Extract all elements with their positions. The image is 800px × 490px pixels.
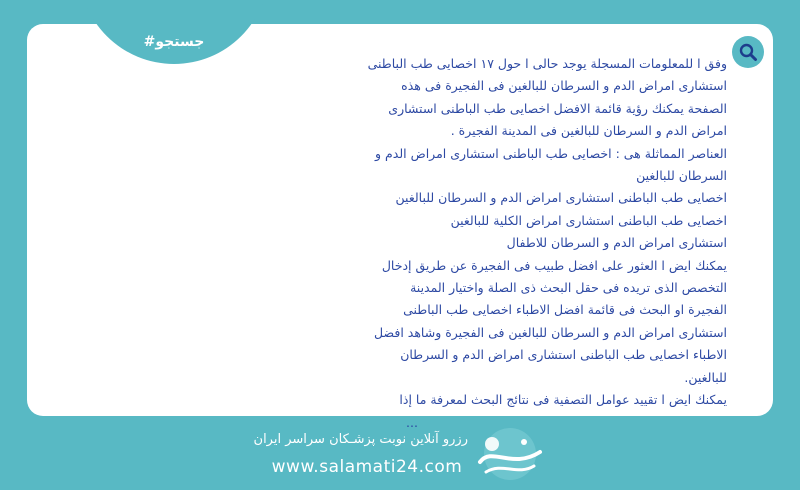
- text-line: امراض الدم و السرطان للبالغين فى المدينة الفجيرة .: [450, 123, 727, 139]
- text-line: استشارى امراض الدم و السرطان للاطفال: [506, 235, 727, 251]
- text-line: استشارى امراض الدم و السرطان للبالغين فى الفجيرة وشاهد افضل: [374, 324, 727, 340]
- search-button[interactable]: [732, 36, 764, 68]
- text-line: استشارى امراض الدم و السرطان للبالغين فى الفجيرة فى هذه: [401, 78, 727, 94]
- text-line: السرطان للبالغين: [636, 168, 727, 184]
- search-icon: [738, 42, 758, 62]
- text-line: العناصر المماثلة هى : اخصايى طب الباطنى استشارى امراض الدم و: [375, 145, 727, 161]
- footer-url[interactable]: www.salamati24.com: [271, 457, 463, 477]
- text-line: للبالغين.: [684, 369, 727, 385]
- text-line: الاطباء اخصايى طب الباطنى استشارى امراض الدم و السرطان: [400, 347, 727, 363]
- text-line: يمكنك ايض ا تقييد عوامل التصفية فى نتائج البحث لمعرفة ما إذا: [399, 392, 727, 408]
- text-line: التخصص الذى تريده فى حقل البحث ذى الصلة واختيار المدينة: [410, 280, 727, 296]
- text-line: اخصايى طب الباطنى استشارى امراض الدم و السرطان للبالغين: [395, 190, 727, 206]
- search-tag-label[interactable]: #جستجو: [143, 34, 205, 50]
- text-line: وفق ا للمعلومات المسجلة يوجد حالى ا حول ١٧ اخصايى طب الباطنى: [367, 56, 727, 71]
- text-line: الصفحة يمكنك رؤية قائمة الافضل اخصايى طب الباطنى استشارى: [388, 100, 727, 116]
- description-text: [97, 53, 727, 434]
- salamati-logo-icon[interactable]: [472, 426, 548, 482]
- text-ellipsis: ...: [406, 414, 418, 430]
- content-card: [27, 24, 773, 430]
- text-line: الفجيرة او البحث فى قائمة افضل الاطباء اخصايى طب الباطنى: [403, 302, 727, 318]
- text-line: اخصايى طب الباطنى استشارى امراض الكلية للبالغين: [450, 212, 727, 228]
- text-line: يمكنك ايض ا العثور على افضل طبيب فى الفجيرة عن طريق إدخال: [381, 257, 727, 273]
- footer-tagline: رزرو آنلاین نوبت پزشـکان سراسر ایران: [253, 432, 468, 447]
